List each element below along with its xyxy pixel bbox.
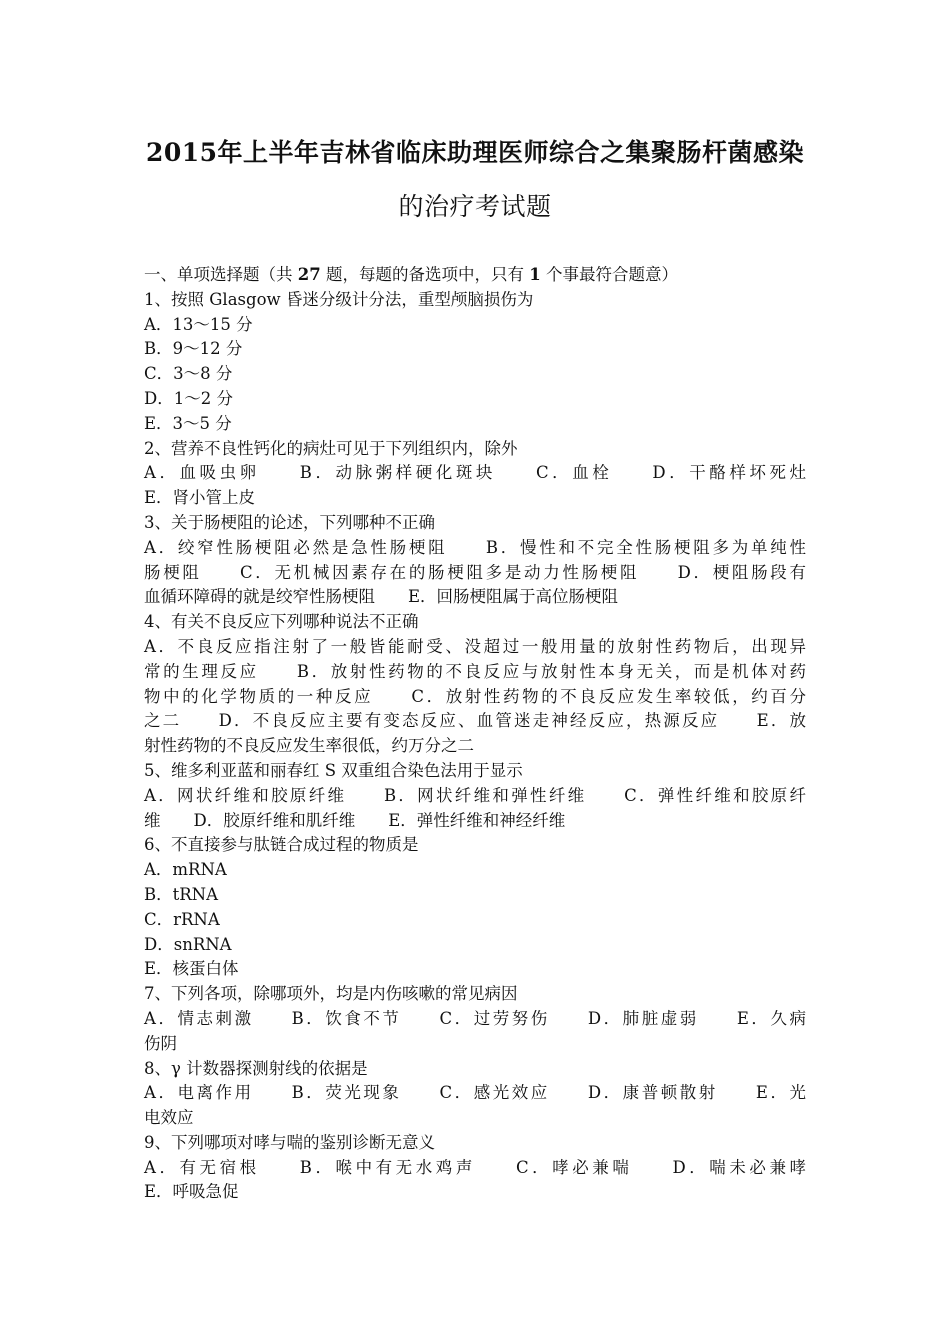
text-line: 常的生理反应 B．放射性药物的不良反应与放射性本身无关，而是机体对药 xyxy=(144,661,806,681)
text-line: A．电离作用 B．荧光现象 C．感光效应 D．康普顿散射 E．光 xyxy=(144,1083,806,1103)
document-title-line-1: 2015年上半年吉林省临床助理医师综合之集聚肠杆菌感染 xyxy=(145,138,805,167)
text-line: D．snRNA xyxy=(144,934,232,954)
text-line: C．rRNA xyxy=(144,909,220,929)
text-line: E．核蛋白体 xyxy=(144,959,239,979)
text-line: D．1～2 分 xyxy=(144,388,233,408)
text-line: A．mRNA xyxy=(144,860,227,880)
section-heading xyxy=(144,263,806,288)
text-line: 射性药物的不良反应发生率很低，约万分之二 xyxy=(144,736,474,756)
text-line: C．3～8 分 xyxy=(144,364,233,384)
question-lines xyxy=(144,288,806,1205)
text-line: 5、维多利亚蓝和丽春红 S 双重组合染色法用于显示 xyxy=(144,760,523,780)
text-line: A．不良反应指注射了一般皆能耐受、没超过一般用量的放射性药物后，出现异 xyxy=(144,636,806,656)
text-line: A．网状纤维和胶原纤维 B．网状纤维和弹性纤维 C．弹性纤维和胶原纤 xyxy=(144,785,806,805)
text-line: 2、营养不良性钙化的病灶可见于下列组织内，除外 xyxy=(144,438,518,458)
section-heading-mid: 题，每题的备选项中，只有 xyxy=(320,265,530,284)
question-body xyxy=(144,263,806,1205)
text-line: B．tRNA xyxy=(144,884,219,904)
text-line: 3、关于肠梗阻的论述，下列哪种不正确 xyxy=(144,512,435,532)
text-line: E．肾小管上皮 xyxy=(144,488,256,508)
text-line: 8、γ 计数器探测射线的依据是 xyxy=(144,1058,368,1078)
text-line: E．呼吸急促 xyxy=(144,1182,239,1202)
text-line: A．情志刺激 B．饮食不节 C．过劳努伤 D．肺脏虚弱 E．久病 xyxy=(144,1008,806,1028)
text-line: A．13～15 分 xyxy=(144,314,253,334)
text-line: 9、下列哪项对哮与喘的鉴别诊断无意义 xyxy=(144,1132,435,1152)
text-line: 1、按照 Glasgow 昏迷分级计分法，重型颅脑损伤为 xyxy=(144,289,534,309)
text-line: 4、有关不良反应下列哪种说法不正确 xyxy=(144,612,419,632)
text-line: 肠梗阻 C．无机械因素存在的肠梗阻多是动力性肠梗阻 D．梗阻肠段有 xyxy=(144,562,806,582)
text-line: 伤阴 xyxy=(144,1033,177,1053)
section-heading-prefix: 一、单项选择题（共 xyxy=(144,265,298,284)
text-line: 维 D．胶原纤维和肌纤维 E．弹性纤维和神经纤维 xyxy=(144,810,566,830)
text-line: A．血吸虫卵 B．动脉粥样硬化斑块 C．血栓 D．干酪样坏死灶 xyxy=(144,463,806,483)
section-heading-suffix: 个事最符合题意） xyxy=(540,265,678,284)
question-count: 27 xyxy=(297,265,321,284)
text-line: 7、下列各项，除哪项外，均是内伤咳嗽的常见病因 xyxy=(144,984,518,1004)
answer-count: 1 xyxy=(529,265,541,284)
document-title-line-2: 的治疗考试题 xyxy=(398,192,552,221)
text-line: A．有无宿根 B．喉中有无水鸡声 C．哮必兼喘 D．喘未必兼哮 xyxy=(144,1157,806,1177)
text-line: B．9～12 分 xyxy=(144,339,243,359)
text-line: A．绞窄性肠梗阻必然是急性肠梗阻 B．慢性和不完全性肠梗阻多为单纯性 xyxy=(144,537,806,557)
text-line: 电效应 xyxy=(144,1108,194,1128)
text-line: E．3～5 分 xyxy=(144,413,232,433)
text-line: 血循环障碍的就是绞窄性肠梗阻 E．回肠梗阻属于高位肠梗阻 xyxy=(144,587,619,607)
text-line: 6、不直接参与肽链合成过程的物质是 xyxy=(144,835,419,855)
text-line: 之二 D．不良反应主要有变态反应、血管迷走神经反应，热源反应 E．放 xyxy=(144,711,806,731)
text-line: 物中的化学物质的一种反应 C．放射性药物的不良反应发生率较低，约百分 xyxy=(144,686,806,706)
